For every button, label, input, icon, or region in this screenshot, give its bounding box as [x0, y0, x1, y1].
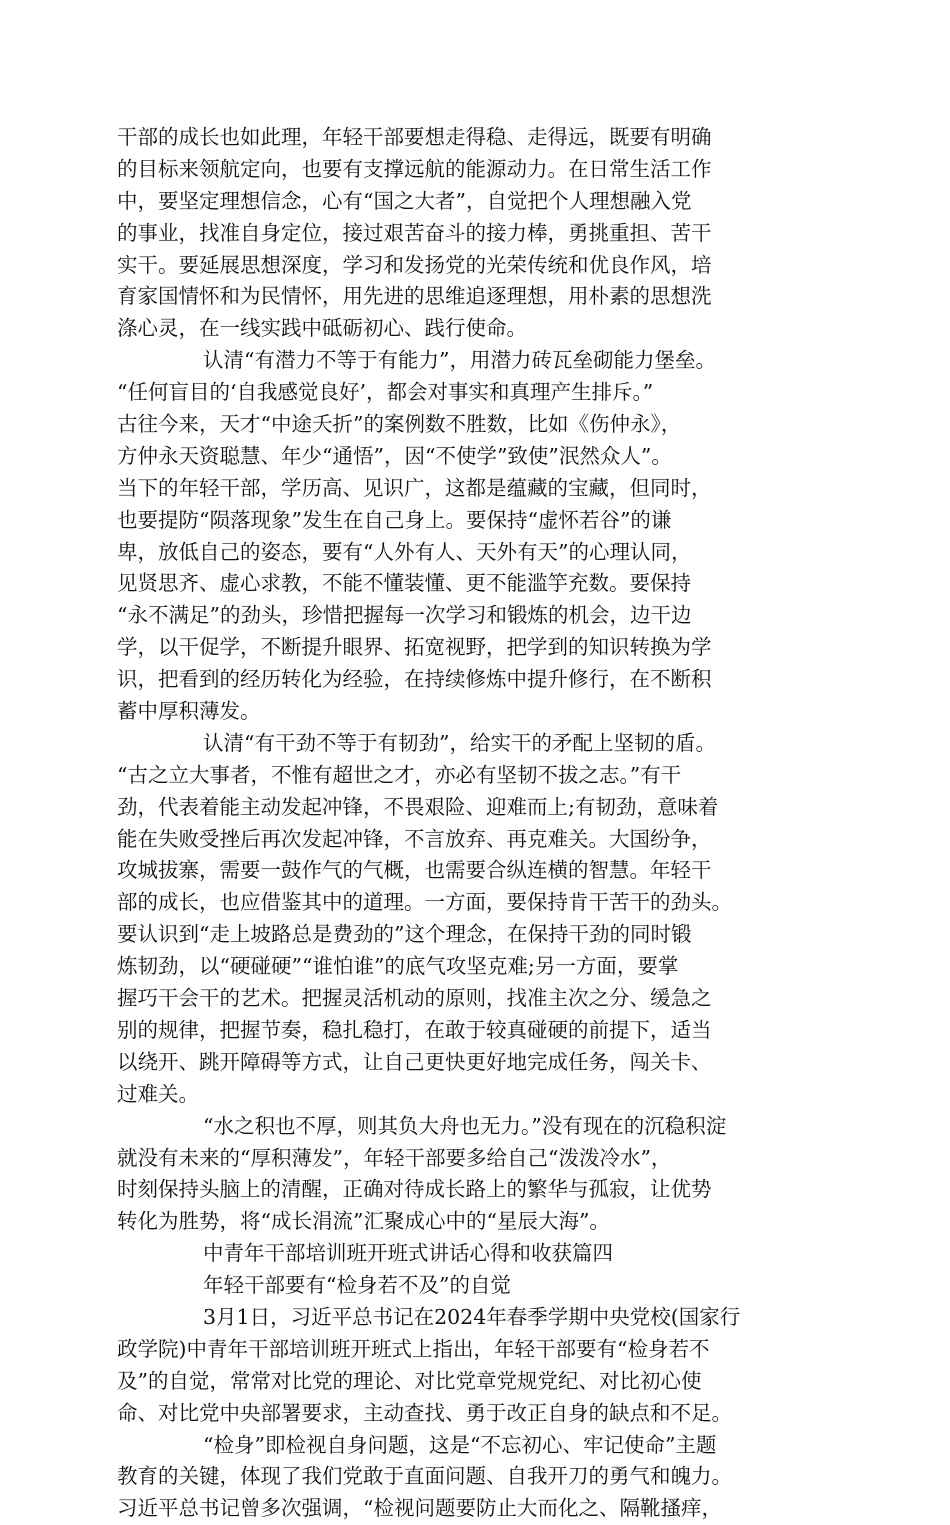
text-line: 干部的成长也如此理，年轻干部要想走得稳、走得远，既要有明确	[117, 125, 712, 149]
paragraph-first-line: “检身”即检视自身问题，这是“不忘初心、牢记使命”主题	[203, 1432, 717, 1457]
paragraph-first-line: “水之积也不厚，则其负大舟也无力。”没有现在的沉稳积淀	[203, 1113, 727, 1138]
text-line: “永不满足”的劲头，珍惜把握每一次学习和锻炼的机会，边干边	[117, 603, 692, 628]
text-line: 攻城拔寨，需要一鼓作气的气概，也需要合纵连横的智慧。年轻干	[117, 858, 712, 883]
text-line: 学，以干促学，不断提升眼界、拓宽视野，把学到的知识转换为学	[117, 635, 712, 660]
text-line: 转化为胜势，将“成长涓流”汇聚成心中的“星辰大海”。	[117, 1209, 610, 1234]
text-line: 也要提防“陨落现象”发生在自己身上。要保持“虚怀若谷”的谦	[117, 507, 672, 532]
text-line: 部的成长，也应借鉴其中的道理。一方面，要保持肯干苦干的劲头。	[117, 890, 732, 915]
text-line: 识，把看到的经历转化为经验，在持续修炼中提升修行，在不断积	[117, 667, 712, 692]
text-line: 别的规律，把握节奏，稳扎稳打，在敢于较真碰硬的前提下，适当	[117, 1017, 712, 1042]
text-line: 古往今来，天才“中途夭折”的案例数不胜数，比如《伤仲永》，	[117, 412, 682, 437]
text-line: 的事业，找准自身定位，接过艰苦奋斗的接力棒，勇挑重担、苦干	[117, 220, 712, 245]
text-line: 方仲永天资聪慧、年少“通悟”，因“不使学”致使”泯然众人”。	[117, 443, 672, 468]
text-line: 时刻保持头脑上的清醒，正确对待成长路上的繁华与孤寂，让优势	[117, 1177, 712, 1202]
text-line: 以绕开、跳开障碍等方式，让自己更快更好地完成任务，闯关卡、	[117, 1049, 712, 1074]
text-line: 蓄中厚积薄发。	[117, 699, 261, 724]
paragraph-first-line: 认清“有干劲不等于有韧劲”，给实干的矛配上坚韧的盾。	[203, 730, 716, 755]
text-line: 卑，放低自己的姿态，要有“人外有人、天外有天”的心理认同，	[117, 539, 692, 564]
text-line: 握巧干会干的艺术。把握灵活机动的原则，找准主次之分、缓急之	[117, 986, 712, 1011]
text-line: 见贤思齐、虚心求教，不能不懂装懂、更不能滥竽充数。要保持	[117, 571, 691, 596]
text-line: 就没有未来的“厚积薄发”，年轻干部要多给自己“泼泼冷水”，	[117, 1145, 672, 1170]
text-line: 命、对比党中央部署要求，主动查找、勇于改正自身的缺点和不足。	[117, 1400, 732, 1425]
text-line: 当下的年轻干部，学历高、见识广，这都是蕴藏的宝藏，但同时，	[117, 475, 712, 500]
text-line: 炼韧劲，以“硬碰硬”“谁怕谁”的底气攻坚克难;另一方面，要掌	[117, 954, 679, 979]
text-line: 习近平总书记曾多次强调，“检视问题要防止大而化之、隔靴搔痒，	[117, 1496, 722, 1521]
text-line: 教育的关键，体现了我们党敢于直面问题、自我开刀的勇气和魄力。	[117, 1464, 732, 1489]
article-title: 年轻干部要有“检身若不及”的自觉	[203, 1273, 511, 1298]
text-line: 要认识到“走上坡路总是费劲的”这个理念，在保持干劲的同时锻	[117, 922, 692, 947]
text-line: 育家国情怀和为民情怀，用先进的思维追逐理想，用朴素的思想洗	[117, 284, 712, 309]
paragraph-first-line: 3月1日，习近平总书记在2024年春季学期中央党校(国家行	[203, 1304, 741, 1329]
document-body	[117, 122, 832, 1525]
text-line: “任何盲目的‘自我感觉良好’，都会对事实和真理产生排斥。”	[117, 380, 654, 405]
text-line: 涤心灵，在一线实践中砥砺初心、践行使命。	[117, 316, 527, 341]
text-line: 劲，代表着能主动发起冲锋，不畏艰险、迎难而上;有韧劲，意味着	[117, 794, 719, 819]
paragraph-first-line: 认清“有潜力不等于有能力”，用潜力砖瓦垒砌能力堡垒。	[203, 348, 716, 373]
text-line: 政学院)中青年干部培训班开班式上指出，年轻干部要有“检身若不	[117, 1336, 710, 1361]
text-line: 的目标来领航定向，也要有支撑远航的能源动力。在日常生活工作	[117, 156, 712, 181]
text-line: 中，要坚定理想信念，心有“国之大者”，自觉把个人理想融入党	[117, 188, 692, 213]
text-line: 及”的自觉，常常对比党的理论、对比党章党规党纪、对比初心使	[117, 1368, 702, 1393]
text-line: 过难关。	[117, 1081, 199, 1106]
section-heading: 中青年干部培训班开班式讲话心得和收获篇四	[203, 1241, 613, 1266]
text-line: “古之立大事者，不惟有超世之才，亦必有坚韧不拔之志。”有干	[117, 762, 682, 787]
text-line: 能在失败受挫后再次发起冲锋，不言放弃、再克难关。大国纷争，	[117, 826, 712, 851]
text-line: 实干。要延展思想深度，学习和发扬党的光荣传统和优良作风，培	[117, 252, 712, 277]
